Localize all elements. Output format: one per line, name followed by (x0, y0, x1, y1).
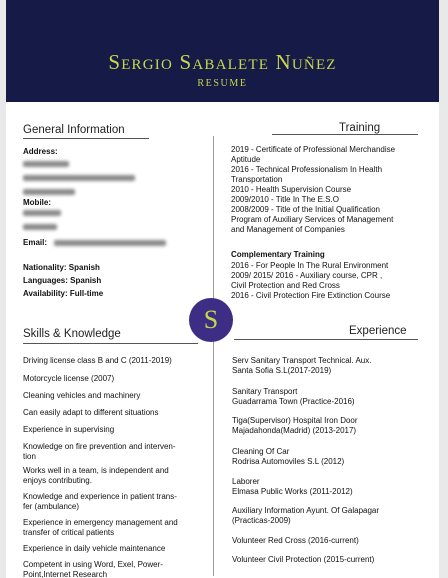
skill-item (23, 442, 176, 462)
experience-item (232, 555, 374, 565)
training-item: and Management of Companies (231, 225, 345, 234)
skill-item-line: Driving license class B and C (2011-2019) (23, 356, 172, 365)
training-item: 2009/2010 - Title In The E.S.O (231, 195, 339, 204)
complementary-item: 2009/ 2015/ 2016 - Auxiliary course, CPR , (231, 271, 383, 280)
training-title: Training (339, 122, 381, 134)
skill-item-line: Knowledge on fire prevention and interven- (23, 442, 176, 451)
skill-item-line: Knowledge and experience in patient trans- (23, 492, 177, 501)
experience-item-line: Guadarrama Town (Practice-2016) (232, 397, 355, 406)
skill-item (23, 374, 114, 384)
email-redacted (54, 238, 166, 248)
training-item: 2010 - Health Supervision Course (231, 185, 352, 194)
experience-rule (234, 339, 418, 340)
experience-item (232, 477, 353, 497)
monogram-badge: S (189, 298, 233, 342)
complementary-item: 2016 - For People In The Rural Environment (231, 261, 389, 270)
skills-rule (23, 343, 198, 344)
training-item: 2016 - Technical Professionalism In Health (231, 165, 383, 174)
experience-item-line: Elmasa Public Works (2011-2012) (232, 487, 353, 496)
complementary-list (231, 261, 390, 301)
skill-item-line: Experience in emergency management and (23, 518, 178, 527)
skill-item-line: Works well in a team, is independent and (23, 466, 169, 475)
experience-item (232, 387, 355, 407)
training-list (231, 145, 395, 235)
experience-item-line: (Practicas-2009) (232, 516, 291, 525)
nationality-row: Nationality: Spanish (23, 263, 100, 272)
skills-title: Skills & Knowledge (23, 328, 121, 340)
experience-item (232, 356, 371, 376)
training-item: Program of Auxiliary Services of Management (231, 215, 394, 224)
general-info-rule (23, 138, 149, 139)
experience-item (232, 416, 358, 436)
experience-item-line: Volunteer Red Cross (2016-current) (232, 536, 359, 545)
skill-item (23, 356, 172, 366)
experience-item-line: Sanitary Transport (232, 387, 298, 396)
skill-item-line: transfer of critical patients (23, 528, 115, 537)
complementary-item: 2016 - Civil Protection Fire Extinction Course (231, 291, 391, 300)
skill-item-line: Motorcycle license (2007) (23, 374, 115, 383)
skill-item (23, 466, 169, 486)
experience-item-line: Tiga(Supervisor) Hospital Iron Door (232, 416, 358, 425)
resume-subtitle: RESUME (197, 78, 248, 89)
address-label: Address: (23, 147, 58, 156)
complementary-item: Civil Protection and Red Cross (231, 281, 340, 290)
skill-item (23, 560, 163, 578)
mobile-label: Mobile: (23, 198, 51, 207)
skill-item-line: Experience in daily vehicle maintenance (23, 544, 166, 553)
experience-item (232, 536, 359, 546)
experience-title: Experience (349, 325, 407, 337)
experience-item (232, 447, 344, 467)
skill-item-line: Competent in using Word, Exel, Power- (23, 560, 163, 569)
skill-item (23, 408, 159, 418)
skill-item (23, 425, 114, 435)
skill-item-line: Experience in supervising (23, 425, 115, 434)
skill-item (23, 492, 177, 512)
training-item: Transportation (231, 175, 283, 184)
training-item: Aptitude (231, 155, 261, 164)
training-rule (272, 134, 418, 135)
experience-item-line: Laborer (232, 477, 260, 486)
mobile-redacted (23, 208, 61, 232)
languages-row: Languages: Spanish (23, 276, 102, 285)
skill-item (23, 544, 165, 554)
email-label: Email: (23, 238, 48, 247)
skill-item-line: Cleaning vehicles and machinery (23, 391, 141, 400)
experience-item-line: Rodrisa Automoviles S.L (2012) (232, 457, 345, 466)
skill-item-line: Point,Internet Research (23, 570, 108, 578)
experience-item-line: Santa Sofia S.L(2017-2019) (232, 366, 332, 375)
experience-item-line: Serv Sanitary Transport Technical. Aux. (232, 356, 372, 365)
skill-item (23, 518, 178, 538)
training-item: 2008/2009 - Title of the Initial Qualification (231, 205, 380, 214)
skill-item-line: Can easily adapt to different situations (23, 408, 159, 417)
experience-item-line: Auxiliary Information Ayunt. Of Galapagar (232, 506, 380, 515)
skill-item (23, 391, 140, 401)
availability-row: Availability: Full-time (23, 289, 104, 298)
skill-item-line: fer (ambulance) (23, 502, 80, 511)
experience-item (232, 506, 379, 526)
training-item: 2019 - Certificate of Professional Merchandise (231, 145, 396, 154)
address-redacted (23, 159, 135, 197)
skill-item-line: tion (23, 452, 36, 461)
skill-item-line: enjoys contributing. (23, 476, 92, 485)
candidate-name: Sergio Sabalete Nuñez (108, 50, 337, 74)
experience-item-line: Volunteer Civil Protection (2015-current) (232, 555, 375, 564)
column-divider (213, 136, 214, 576)
header-banner (6, 0, 439, 102)
experience-item-line: Cleaning Of Car (232, 447, 290, 456)
experience-item-line: Majadahonda(Madrid) (2013-2017) (232, 426, 357, 435)
general-info-title: General Information (23, 124, 125, 136)
complementary-training-title: Complementary Training (231, 250, 325, 259)
resume-page (6, 0, 439, 578)
